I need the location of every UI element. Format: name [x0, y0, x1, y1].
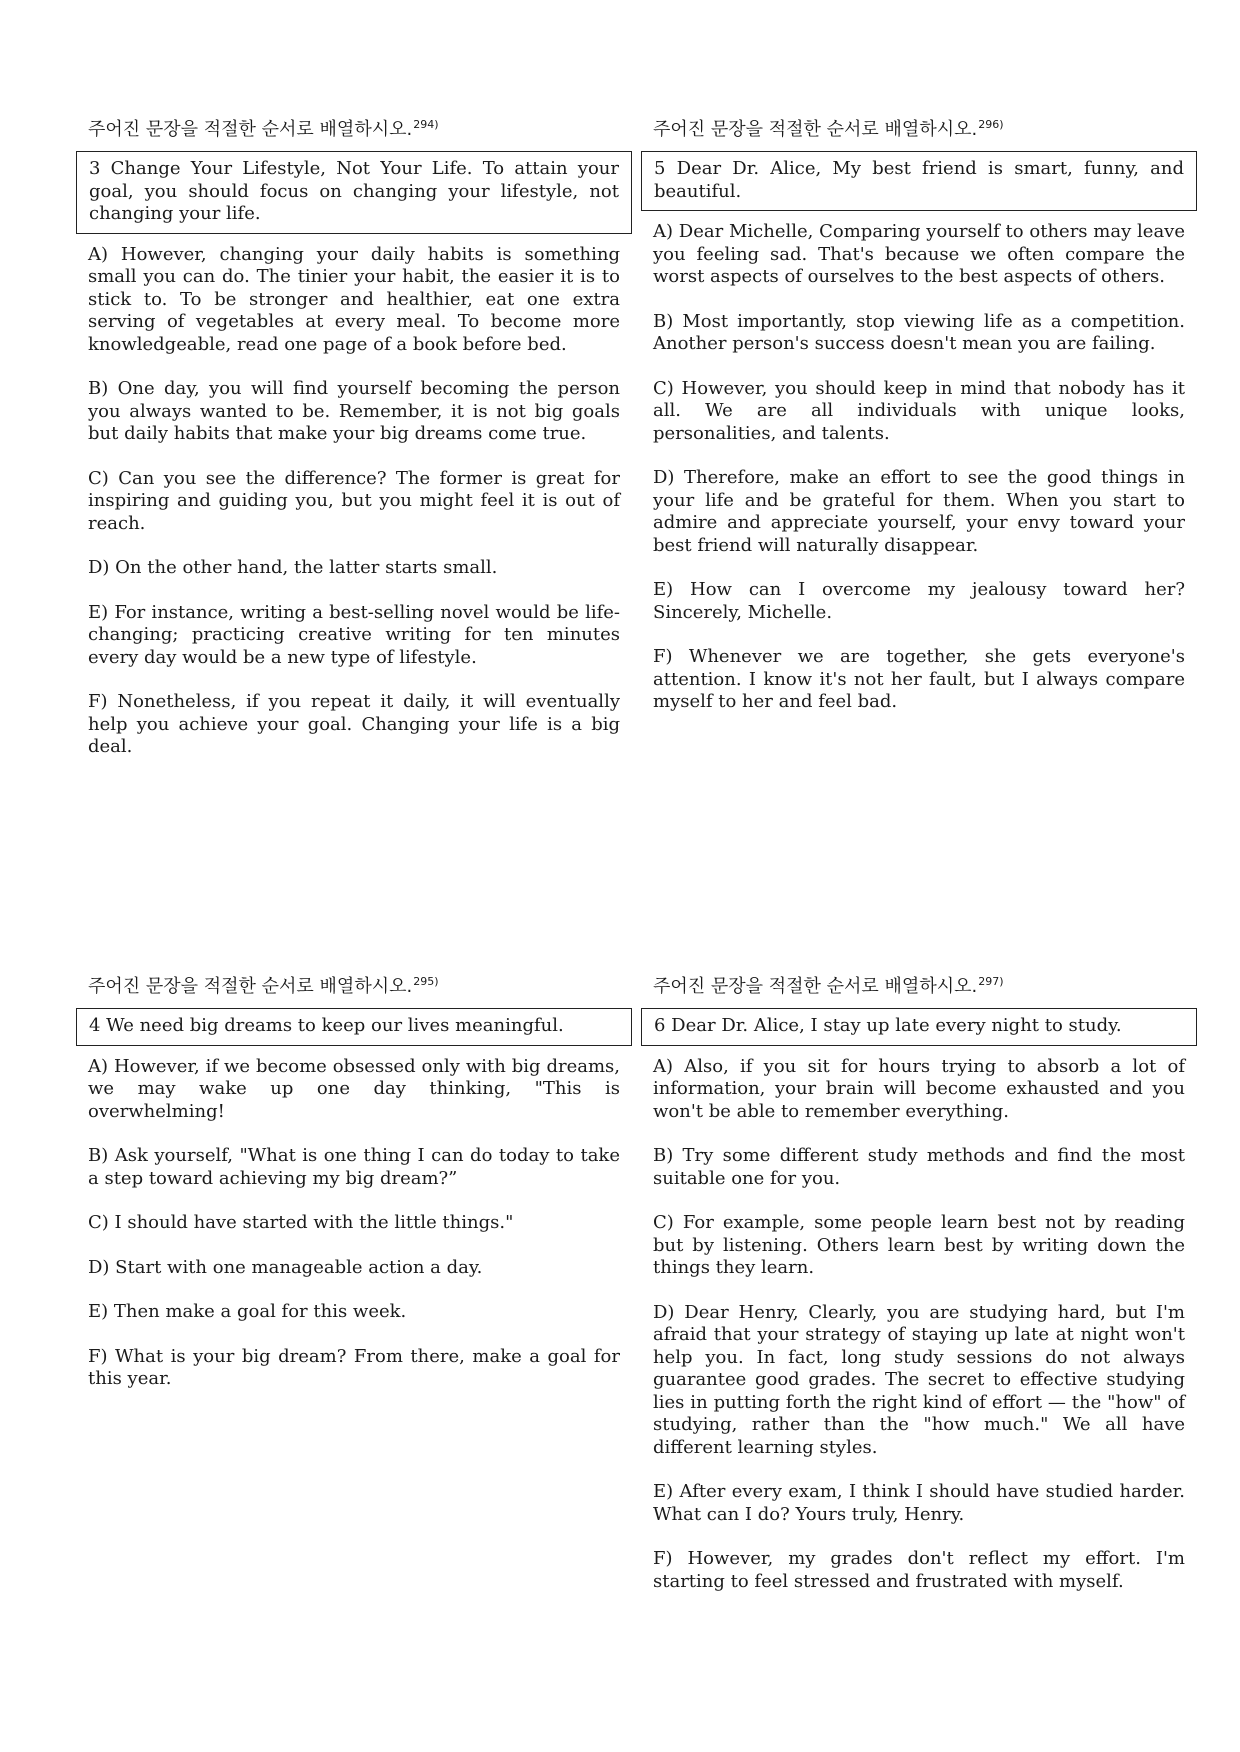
option-a: A) Also, if you sit for hours trying to absorb a lot of information, your brain will become exhausted and you won't be able to remember everything.	[653, 1055, 1185, 1122]
given-sentence-box: 6 Dear Dr. Alice, I stay up late every night to study.	[641, 1008, 1197, 1046]
question-295	[76, 969, 632, 1413]
option-a: A) Dear Michelle, Comparing yourself to others may leave you feeling sad. That's because we often compare the worst aspects of ourselves to the best aspects of others.	[653, 221, 1185, 287]
option-c: C) For example, some people learn best not by reading but by listening. Others learn best by writing down the things they learn.	[653, 1212, 1185, 1278]
given-sentence-box: 3 Change Your Lifestyle, Not Your Life. To attain your goal, you should focus on changing your lifestyle, not changing your life.	[76, 151, 632, 234]
option-a: A) However, if we become obsessed only with big dreams, we may wake up one day thinking, "This is overwhelming!	[88, 1055, 620, 1122]
question-instruction: 주어진 문장을 적절한 순서로 배열하시오.$^{296)}$	[653, 118, 1004, 140]
option-list	[641, 221, 1197, 714]
option-b: B) Most importantly, stop viewing life as a competition. Another person's success doesn't mean you are failing.	[653, 310, 1185, 354]
question-instruction: 주어진 문장을 적절한 순서로 배열하시오.$^{295)}$	[88, 975, 439, 997]
option-e: E) After every exam, I think I should have studied harder. What can I do? Yours truly, Henry.	[653, 1481, 1185, 1525]
given-sentence-box: 4 We need big dreams to keep our lives meaningful.	[76, 1008, 632, 1046]
question-296	[641, 112, 1197, 736]
option-d: D) Therefore, make an effort to see the good things in your life and be grateful for them. When you start to admire and appreciate yourself, your envy toward your best friend will naturally disappear.	[653, 467, 1185, 556]
option-b: B) Ask yourself, "What is one thing I can do today to take a step toward achieving my big dream?”	[88, 1145, 620, 1189]
footnote-number: 297)	[978, 975, 1004, 988]
option-f: F) Nonetheless, if you repeat it daily, it will eventually help you achieve your goal. Changing your life is a big deal.	[88, 691, 620, 757]
option-d: D) Start with one manageable action a day.	[88, 1256, 483, 1278]
option-a: A) However, changing your daily habits is something small you can do. The tinier your habit, the easier it is to stick to. To be stronger and healthier, eat one extra serving of vegetables at every meal. To become more knowledgeable, read one page of a book before bed.	[88, 243, 620, 355]
given-sentence-box: 5 Dear Dr. Alice, My best friend is smart, funny, and beautiful.	[641, 151, 1197, 211]
option-e: E) Then make a goal for this week.	[88, 1301, 407, 1322]
question-instruction: 주어진 문장을 적절한 순서로 배열하시오.$^{297)}$	[653, 975, 1004, 997]
option-list	[641, 1056, 1197, 1594]
footnote-number: 296)	[978, 118, 1004, 131]
option-b: B) Try some different study methods and find the most suitable one for you.	[653, 1145, 1185, 1189]
option-list	[76, 244, 632, 759]
option-e: E) For instance, writing a best-selling novel would be life-changing; practicing creative writing for ten minutes every day would be a new type of lifestyle.	[88, 601, 620, 668]
option-f: F) What is your big dream? From there, make a goal for this year.	[88, 1345, 620, 1389]
option-e: E) How can I overcome my jealousy toward her? Sincerely, Michelle.	[653, 579, 1185, 623]
question-instruction: 주어진 문장을 적절한 순서로 배열하시오.$^{294)}$	[88, 118, 439, 140]
option-f: F) However, my grades don't reflect my effort. I'm starting to feel stressed and frustrated with myself.	[653, 1548, 1185, 1592]
option-c: C) However, you should keep in mind that nobody has it all. We are all individuals with unique looks, personalities, and talents.	[653, 377, 1185, 444]
question-297	[641, 969, 1197, 1615]
question-294	[76, 112, 632, 781]
option-b: B) One day, you will find yourself becoming the person you always wanted to be. Remember, it is not big goals but daily habits that make your big dreams come true.	[88, 378, 620, 444]
option-list	[76, 1056, 632, 1391]
option-d: D) On the other hand, the latter starts small.	[88, 557, 498, 578]
option-c: C) Can you see the difference? The former is great for inspiring and guiding you, but you might feel it is out of reach.	[88, 467, 620, 534]
option-d: D) Dear Henry, Clearly, you are studying hard, but I'm afraid that your strategy of staying up late at night won't help you. In fact, long study sessions do not always guarantee good grades. The secret to effective studying lies in putting forth the right kind of effort — the "how" of studying, rather than the "how much." We all have different learning styles.	[653, 1301, 1185, 1458]
option-c: C) I should have started with the little things."	[88, 1212, 514, 1233]
footnote-number: 295)	[413, 975, 439, 988]
option-f: F) Whenever we are together, she gets everyone's attention. I know it's not her fault, but I always compare myself to her and feel bad.	[653, 646, 1185, 712]
footnote-number: 294)	[413, 118, 439, 131]
